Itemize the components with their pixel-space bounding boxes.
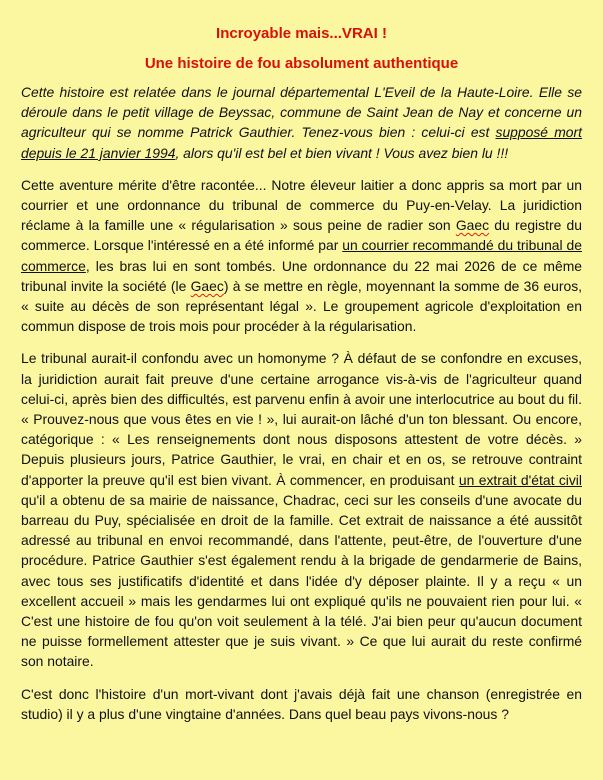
- paragraph-4: [21, 684, 582, 724]
- intro-underlined-date: supposé mort depuis le 21 janvier 1994: [21, 124, 582, 161]
- intro-text-1: Cette histoire est relatée dans le journal départemental L'Eveil de la Haute-Loire. Elle se déroule dans le petit village de Beyssac, commune de Saint Jean de Nay et concerne un agriculteur qui se nomme Patrick Gauthier. Tenez-vous bien : celui-ci est: [21, 84, 582, 141]
- p2-gaec-2: Gaec: [190, 277, 224, 294]
- p4-text-1: C'est donc l'histoire d'un mort-vivant dont j'avais déjà fait une chanson (enregistrée en studio) il y a plus d'une vingtaine d'années. Dans quel beau pays vivons-nous ?: [21, 685, 582, 722]
- paragraph-2: [21, 175, 582, 337]
- document-subtitle: Une histoire de fou absolument authentique: [144, 55, 459, 72]
- intro-text-2: , alors qu'il est bel et bien vivant ! Vous avez bien lu !!!: [175, 144, 509, 161]
- p3-text-2: qu'il a obtenu de sa mairie de naissance, Chadrac, ceci sur les conseils d'une avocate du barreau du Puy, spécialisée en droit de la famille. Cet extrait de naissance a été aussitôt adressé au tribunal en envoi recommandé, dans l'attente, peut-être, de l'ouverture d'une procédure. Patrice Gauthier s'est également rendu à la brigade de gendarmerie de Bains, avec tous ses justificatifs d'identité et dans l'idée d'y déposer plainte. Il y a reçu « un excellent accueil » mais les gendarmes lui ont expliqué qu'ils ne pouvaient rien pour lui. « C'est une histoire de fou qu'on voit seulement à la télé. J'ai bien peur qu'aucun document ne puisse formellement attester que je suis vivant. » Ce que lui aurait du reste confirmé son notaire.: [21, 491, 582, 670]
- p2-text-2: du registre du commerce. Lorsque l'intéressé en a été informé par: [21, 217, 582, 254]
- p2-gaec-1: Gaec: [455, 217, 490, 234]
- p3-underlined-extrait: un extrait d'état civil: [458, 471, 582, 488]
- p2-text-3: , les bras lui en sont tombés. Une ordonnance du 22 mai 2026 de ce même tribunal invite la société (le: [21, 257, 582, 294]
- p2-text-4: ) à se mettre en règle, moyennant la somme de 36 euros, « suite au décès de son représentant légal ». Le groupement agricole d'exploitation en commun dispose de trois mois pour procéder à la régularisation.: [21, 277, 583, 335]
- document-title: Incroyable mais...VRAI !: [216, 25, 387, 42]
- p3-text-1: Le tribunal aurait-il confondu avec un homonyme ? À défaut de se confondre en excuses, la juridiction aurait fait preuve d'une certaine arrogance vis-à-vis de l'agriculteur quand celui-ci, après bien des difficultés, est parvenu enfin à avoir une interlocutrice au bout du fil. « Prouvez-nous que vous êtes en vie ! », lui aurait-on lâché d'un ton blessant. Ou encore, catégorique : « Les renseignements dont nous disposons attestent de votre décès. » Depuis plusieurs jours, Patrice Gauthier, le vrai, en chair et en os, se retrouve contraint d'apporter la preuve qu'il est bien vivant. À commencer, en produisant: [21, 350, 582, 488]
- paragraph-3: [21, 348, 582, 671]
- p2-text-1: Cette aventure mérite d'être racontée... Notre éleveur laitier a donc appris sa mort par un courrier et une ordonnance du tribunal de commerce du Puy-en-Velay. La juridiction réclame à la famille une « régularisation » sous peine de radier son: [21, 176, 582, 234]
- intro-paragraph: [21, 82, 582, 163]
- p2-underlined-courrier: un courrier recommandé du tribunal de commerce: [21, 237, 582, 274]
